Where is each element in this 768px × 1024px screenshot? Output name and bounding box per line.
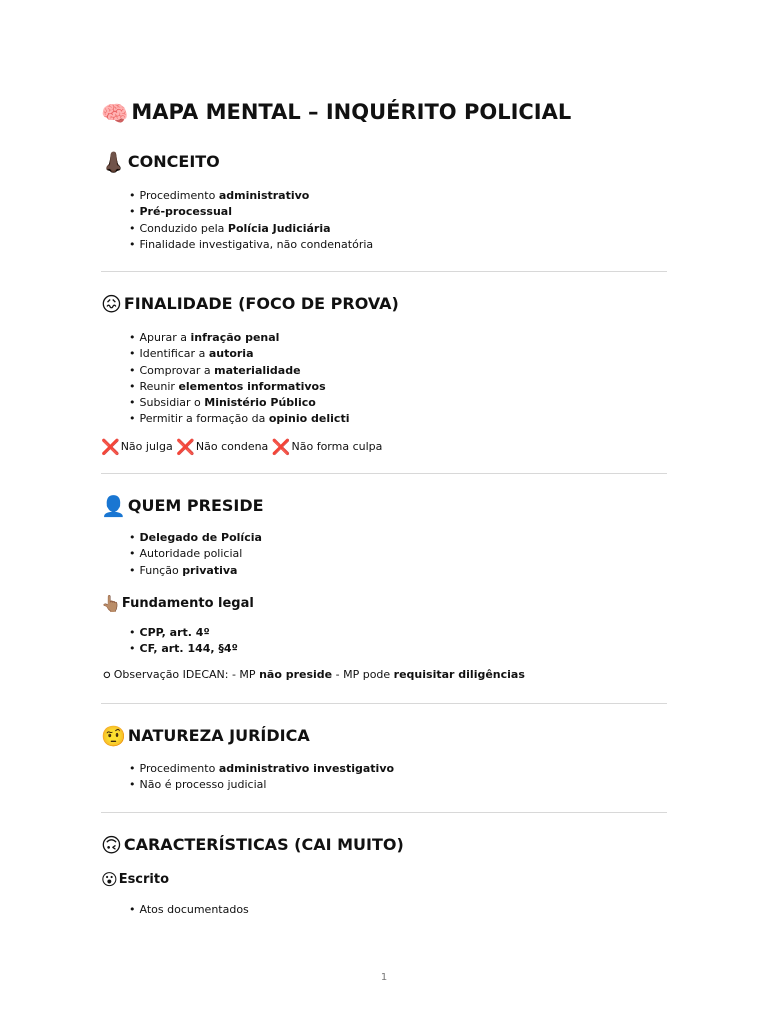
section-heading-finalidade [101,292,399,316]
quem-preside-list [129,530,262,579]
brain-icon: 🧠 [101,102,129,127]
pointing-up-icon: 👆🏽 [101,594,121,613]
list-item: • Apurar a infração penal [129,330,349,346]
subheading-escrito [101,870,169,889]
cross-mark-icon: ❌ [271,438,291,456]
page-title-text: MAPA MENTAL – INQUÉRITO POLICIAL [131,100,572,124]
natureza-list [129,761,394,794]
list-item: • CPP, art. 4º [129,625,238,641]
section-heading-text: FINALIDADE (FOCO DE PROVA) [123,294,399,313]
idecan-note: ⚪Observação IDECAN: - MP não preside - MP pode requisitar diligências [101,668,525,684]
section-heading-quem-preside [101,494,264,518]
subheading-text: Fundamento legal [121,596,254,611]
cross-mark-icon: ❌ [101,438,120,456]
conceito-list [129,188,373,253]
subheading-fundamento-legal [101,594,254,613]
escrito-list [129,902,249,918]
fundamento-list [129,625,238,658]
person-silhouette-icon: 👤 [101,494,126,518]
raised-eyebrow-face-icon: 🤨 [101,724,126,748]
negation-text: Não forma culpa [291,440,383,453]
list-item: • Procedimento administrativo [129,188,373,204]
list-item: • Delegado de Polícia [129,530,262,546]
white-circle-icon: ⚪ [101,668,113,684]
finalidade-list [129,330,349,428]
divider [101,473,667,474]
section-heading-conceito [101,150,220,174]
section-heading-text: QUEM PRESIDE [127,496,264,515]
list-item: • Subsidiar o Ministério Público [129,395,349,411]
subheading-text: Escrito [118,872,170,887]
page-title [101,100,571,127]
list-item: • Não é processo judicial [129,777,394,793]
list-item: • Permitir a formação da opinio delicti [129,411,349,427]
list-item: • CF, art. 144, §4º [129,641,238,657]
list-item: • Conduzido pela Polícia Judiciária [129,221,373,237]
open-mouth-face-icon: 😮 [101,870,118,889]
list-item: • Autoridade policial [129,546,262,562]
section-heading-text: CONCEITO [127,152,220,171]
finalidade-negations [101,438,382,456]
list-item: • Função privativa [129,563,262,579]
section-heading-text: CARACTERÍSTICAS (CAI MUITO) [123,835,404,854]
list-item: • Comprovar a materialidade [129,363,349,379]
negation-text: Não julga [120,440,173,453]
list-item: • Pré-processual [129,204,373,220]
page-number: 1 [380,972,388,983]
list-item: • Finalidade investigativa, não condenatória [129,237,373,253]
list-item: • Atos documentados [129,902,249,918]
confounded-face-icon: 😖 [101,292,122,316]
list-item: • Reunir elementos informativos [129,379,349,395]
section-heading-caracteristicas [101,833,404,857]
divider [101,703,667,704]
upside-down-face-icon: 🙃 [101,833,122,857]
negation-text: Não condena [195,440,269,453]
divider [101,812,667,813]
divider [101,271,667,272]
section-heading-natureza [101,724,310,748]
nose-icon: 👃🏿 [101,150,126,174]
section-heading-text: NATUREZA JURÍDICA [127,726,310,745]
list-item: • Identificar a autoria [129,346,349,362]
cross-mark-icon: ❌ [176,438,195,456]
list-item: • Procedimento administrativo investigativo [129,761,394,777]
